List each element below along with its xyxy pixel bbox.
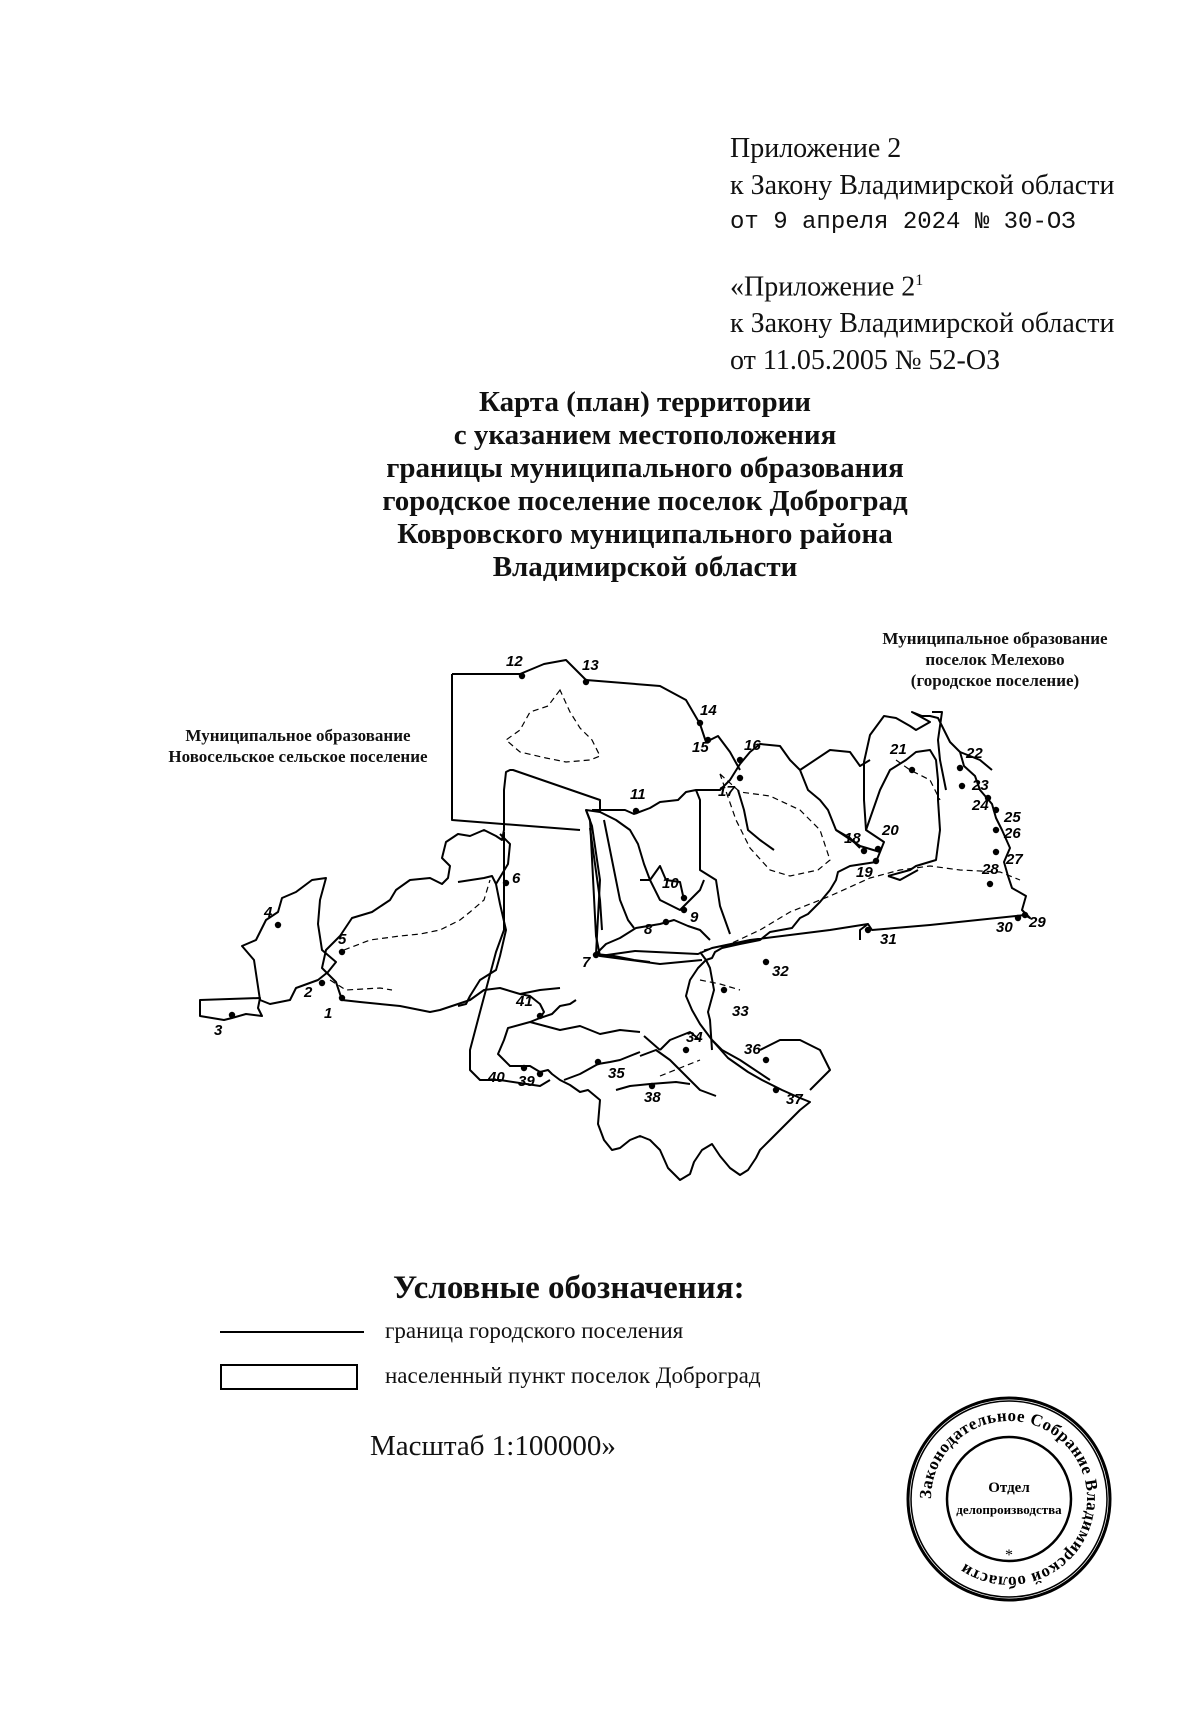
boundary-point-label: 14 — [700, 702, 717, 719]
stamp-center-text: Отдел — [988, 1480, 1030, 1496]
boundary-point — [697, 720, 703, 726]
boundary-point — [993, 827, 999, 833]
title-line: городское поселение поселок Доброград — [382, 485, 908, 517]
boundary-point-label: 39 — [518, 1073, 535, 1090]
territory-map — [0, 600, 1200, 1200]
boundary-point — [773, 1087, 779, 1093]
boundary-point-label: 41 — [516, 993, 533, 1010]
boundary-point — [681, 907, 687, 913]
legend-box-label: населенный пункт поселок Доброград — [385, 1363, 761, 1388]
settlement-tract — [330, 980, 392, 990]
boundary-point-label: 22 — [966, 745, 983, 762]
appendix-block — [730, 130, 1114, 241]
boundary-point-label: 6 — [512, 870, 521, 887]
boundary-point-label: 12 — [506, 653, 523, 670]
boundary-point-label: 20 — [882, 822, 899, 839]
boundary-point — [1015, 915, 1021, 921]
boundary-point-label: 26 — [1004, 825, 1021, 842]
boundary-point — [993, 807, 999, 813]
boundary-point-label: 1 — [324, 1005, 333, 1022]
appendix-ref-line-2: к Закону Владимирской области — [730, 308, 1115, 340]
boundary-point-label: 21 — [890, 741, 907, 758]
title-line: Ковровского муниципального района — [397, 518, 893, 550]
boundary-point — [737, 775, 743, 781]
boundary-point — [319, 980, 325, 986]
boundary-point-label: 8 — [644, 921, 653, 938]
appendix-ref-line-1 — [730, 262, 1114, 305]
boundary-point-label: 3 — [214, 1022, 223, 1039]
boundary-point — [519, 673, 525, 679]
boundary-point-label: 4 — [264, 904, 273, 921]
boundary-point-label: 31 — [880, 931, 897, 948]
boundary-point — [583, 679, 589, 685]
boundary-point — [595, 1059, 601, 1065]
boundary-point — [633, 808, 639, 814]
boundary-point — [957, 765, 963, 771]
boundary-point — [1022, 912, 1028, 918]
boundary-point-label: 25 — [1004, 809, 1021, 826]
boundary-point-label: 35 — [608, 1065, 625, 1082]
title-line: Карта (план) территории — [479, 386, 811, 418]
boundary-point-label: 29 — [1029, 914, 1046, 931]
title-line: Владимирской области — [492, 551, 798, 583]
stamp-ring-text: Законодательное Собрание Владимирской области — [915, 1405, 1103, 1593]
boundary-point — [683, 1047, 689, 1053]
boundary-point-label: 17 — [718, 783, 735, 800]
neighbor-line: (городское поселение) — [910, 671, 1080, 690]
appendix-ref-text: «Приложение 2 — [730, 271, 916, 303]
settlement-tract — [660, 1060, 700, 1076]
boundary-point — [229, 1012, 235, 1018]
boundary-point-label: 23 — [972, 777, 989, 794]
boundary-point-label: 36 — [744, 1041, 761, 1058]
boundary-point — [763, 1057, 769, 1063]
neighbor-line: поселок Мелехово — [925, 650, 1065, 669]
boundary-point-label: 37 — [786, 1091, 803, 1108]
legend-line-label: граница городского поселения — [385, 1318, 684, 1343]
boundary-point-label: 5 — [338, 931, 347, 948]
boundary-point-label: 2 — [304, 984, 313, 1001]
boundary-point-label: 7 — [582, 954, 591, 971]
boundary-point-label: 27 — [1006, 851, 1023, 868]
boundary-point-label: 40 — [488, 1069, 505, 1086]
legend-title: Условные обозначения: — [393, 1270, 745, 1306]
official-stamp — [906, 1396, 1112, 1602]
appendix-line-3: от 9 апреля 2024 № 30-ОЗ — [730, 209, 1076, 236]
boundary-point-label: 16 — [744, 737, 761, 754]
boundary-point — [873, 858, 879, 864]
boundary-point-label: 10 — [662, 875, 679, 892]
document-title — [300, 386, 990, 584]
appendix-line-1: Приложение 2 — [730, 133, 902, 164]
boundary-point — [503, 880, 509, 886]
boundary-point — [537, 1013, 543, 1019]
boundary-point — [537, 1071, 543, 1077]
settlement-tract — [896, 760, 940, 800]
boundary-point — [959, 783, 965, 789]
boundary-point — [339, 949, 345, 955]
settlement-boundary — [322, 712, 1030, 1180]
settlement-tract — [344, 880, 490, 950]
boundary-point — [861, 848, 867, 854]
boundary-point-label: 15 — [692, 739, 709, 756]
appendix-ref-block — [730, 262, 1114, 379]
boundary-point — [721, 987, 727, 993]
boundary-point — [339, 995, 345, 1001]
boundary-point — [987, 881, 993, 887]
appendix-ref-sup: 1 — [915, 272, 924, 289]
map-scale: Масштаб 1:100000» — [370, 1430, 616, 1462]
boundary-point-label: 32 — [772, 963, 789, 980]
boundary-point-label: 28 — [982, 861, 999, 878]
boundary-point — [763, 959, 769, 965]
boundary-point-label: 30 — [996, 919, 1013, 936]
boundary-point-label: 33 — [732, 1003, 749, 1020]
boundary-point-label: 18 — [844, 830, 861, 847]
boundary-point — [909, 767, 915, 773]
stamp-center-text: делопроизводства — [956, 1502, 1062, 1517]
settlement-tract — [720, 774, 830, 876]
boundary-point-label: 9 — [690, 909, 699, 926]
boundary-point-label: 34 — [686, 1029, 703, 1046]
boundary-point-label: 24 — [972, 797, 989, 814]
title-line: границы муниципального образования — [386, 452, 904, 484]
boundary-point-label: 19 — [856, 864, 873, 881]
boundary-point — [865, 927, 871, 933]
boundary-point-label: 13 — [582, 657, 599, 674]
neighbor-line: Муниципальное образование — [882, 629, 1108, 648]
neighbor-line: Муниципальное образование — [185, 726, 411, 745]
legend-line-symbol — [220, 1331, 364, 1333]
boundary-point — [521, 1065, 527, 1071]
boundary-point-label: 38 — [644, 1089, 661, 1106]
appendix-ref-line-3: от 11.05.2005 № 52-ОЗ — [730, 345, 1001, 377]
boundary-point — [875, 846, 881, 852]
boundary-point — [737, 757, 743, 763]
boundary-point-label: 11 — [630, 786, 646, 803]
boundary-point — [593, 952, 599, 958]
boundary-point — [275, 922, 281, 928]
settlement-tract — [506, 690, 600, 762]
title-line: с указанием местоположения — [453, 419, 837, 451]
legend-box-symbol — [220, 1364, 358, 1390]
svg-text:*: * — [1005, 1547, 1013, 1564]
boundary-point — [663, 919, 669, 925]
boundary-point — [993, 849, 999, 855]
appendix-line-2: к Закону Владимирской области — [730, 170, 1115, 201]
settlement-tract — [700, 980, 740, 990]
boundary-point — [681, 895, 687, 901]
svg-text:Законодательное Собрание Влади — [916, 1406, 1102, 1592]
neighbor-line: Новосельское сельское поселение — [168, 747, 428, 766]
